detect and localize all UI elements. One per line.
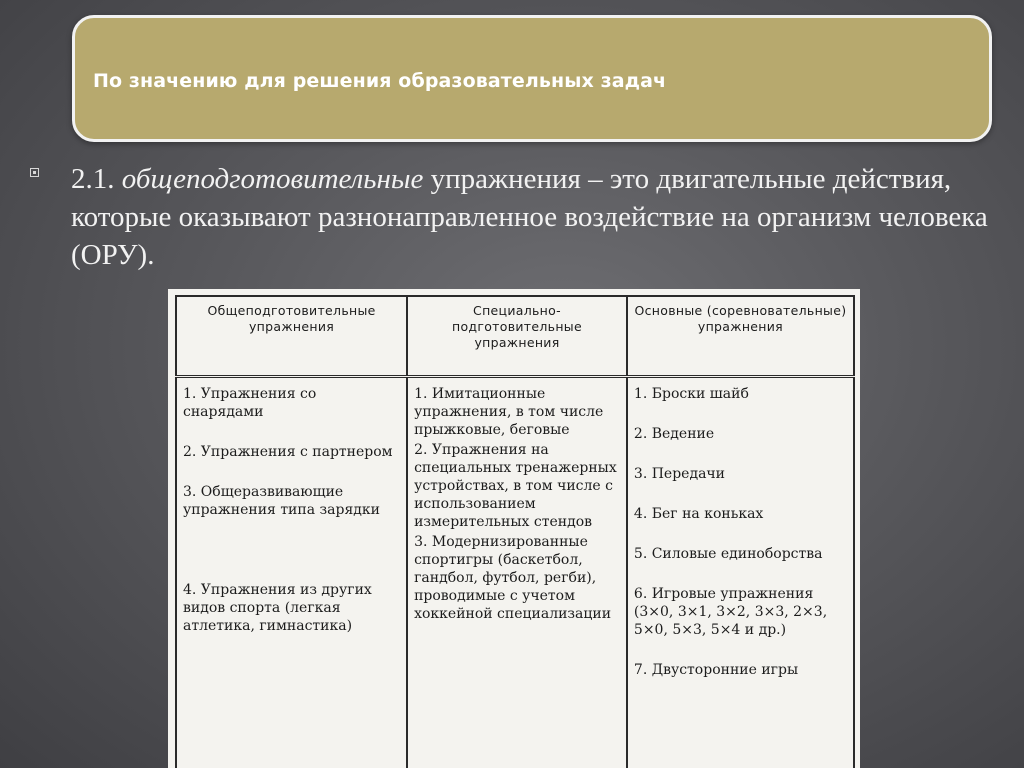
exercise-table-image	[168, 289, 860, 768]
header-general: Общеподготовительные упражнения	[176, 296, 407, 377]
bullet-text	[71, 160, 991, 274]
slide-title: По значению для решения образовательных задач	[93, 70, 667, 92]
list-item: 3. Общеразвивающие упражнения типа зарядки	[183, 484, 380, 518]
list-item: 6. Игровые упражнения (3×0, 3×1, 3×2, 3×3, 2×3, 5×0, 5×3, 5×4 и др.)	[633, 586, 828, 638]
list-item: 2. Упражнения на специальных тренажерных устройствах, в том числе с использованием измерительных стендов	[414, 442, 617, 530]
list-item: 3. Модернизированные спортигры (баскетбол, гандбол, футбол, регби), проводимые с учетом хоккейной специализации	[414, 534, 612, 622]
title-box	[72, 15, 992, 142]
column-general	[176, 377, 407, 768]
list-item: 1. Имитационные упражнения, в том числе прыжковые, беговые	[414, 386, 604, 438]
list-item: 1. Упражнения со снарядами	[183, 386, 317, 420]
header-special: Специально-подготовительные упражнения	[407, 296, 627, 377]
list-item: 2. Ведение	[633, 426, 715, 442]
header-main: Основные (соревновательные) упражнения	[627, 296, 854, 377]
list-item: 2. Упражнения с партнером	[183, 444, 393, 460]
bullet-number: 2.1.	[71, 163, 115, 195]
list-item: 1. Броски шайб	[633, 386, 749, 402]
list-item: 7. Двусторонние игры	[633, 662, 799, 678]
list-item: 4. Бег на коньках	[633, 506, 764, 522]
bullet-definition: упражнения – это двигательные действия, которые оказывают разнонаправленное воздействие на организм человека (ОРУ).	[71, 163, 988, 271]
list-item: 5. Силовые единоборства	[633, 546, 823, 562]
bullet-square-icon	[30, 168, 39, 177]
table-row	[176, 377, 854, 768]
list-item: 3. Передачи	[633, 466, 726, 482]
table-header-row	[176, 296, 854, 377]
list-item: 4. Упражнения из других видов спорта (легкая атлетика, гимнастика)	[183, 582, 372, 634]
column-special	[407, 377, 627, 768]
bullet-term: общеподготовительные	[121, 163, 424, 195]
column-main	[627, 377, 854, 768]
exercise-table	[175, 295, 855, 768]
